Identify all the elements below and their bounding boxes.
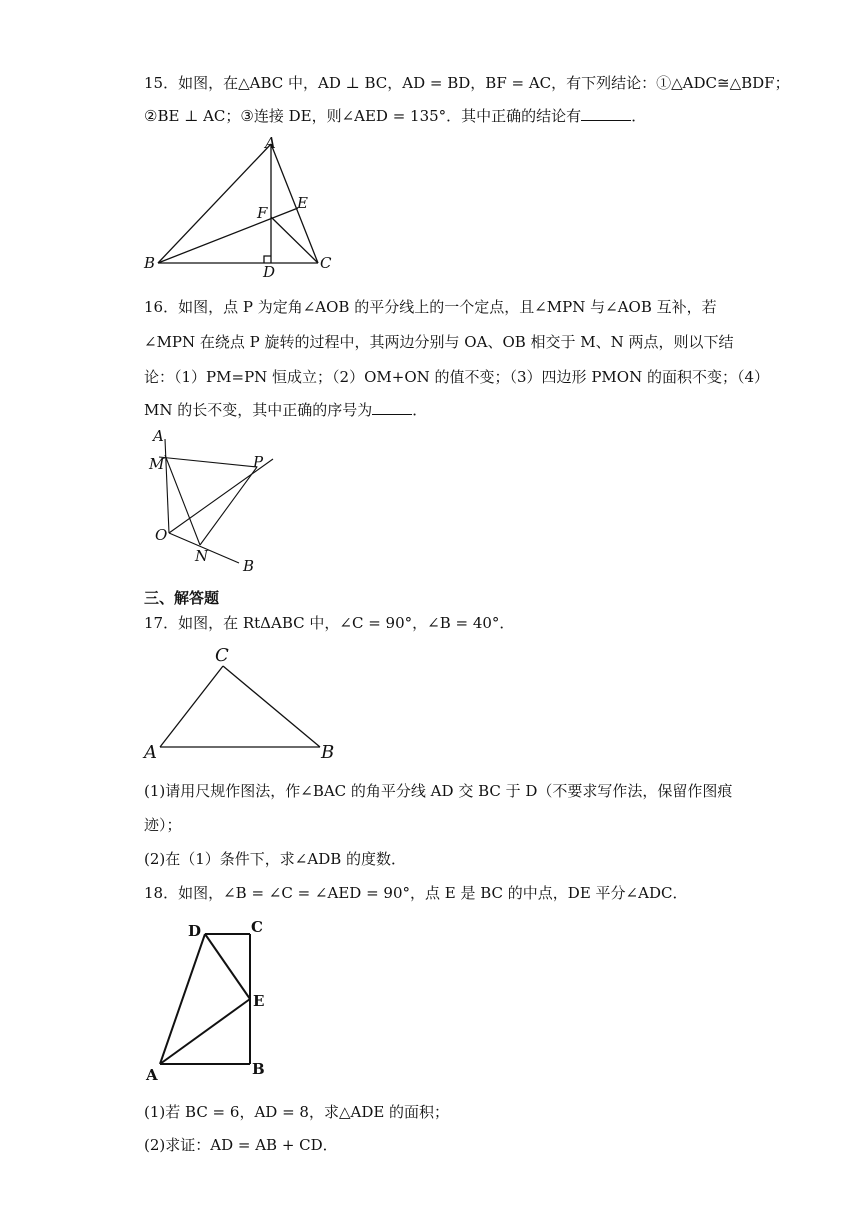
q15-label-f: F <box>257 204 268 222</box>
q17-line1: 17．如图，在 RtΔABC 中，∠C = 90°，∠B = 40°． <box>144 614 515 632</box>
q15-answer-blank <box>581 106 631 121</box>
q16-label-n: N <box>195 547 209 565</box>
q17-label-b: B <box>321 742 335 763</box>
q18-sub1: (1)若 BC = 6，AD = 8，求△ADE 的面积； <box>144 1103 450 1121</box>
q18-figure <box>143 912 283 1082</box>
section-heading: 三、解答题 <box>144 589 220 607</box>
q15-figure <box>140 136 340 281</box>
q16-line1: 16．如图，点 P 为定角∠AOB 的平分线上的一个定点，且∠MPN 与∠AOB 互补，若 <box>144 298 717 316</box>
q15-line1: 15．如图，在△ABC 中，AD ⊥ BC，AD = BD，BF = AC，有下列结论：①△ADC≅△BDF； <box>144 74 790 92</box>
q15-label-b: B <box>144 254 156 272</box>
q18-sub2: (2)求证：AD = AB + CD． <box>144 1136 338 1154</box>
q15-line2-text: ②BE ⊥ AC；③连接 DE，则∠AED = 135°．其中正确的结论有 <box>144 107 582 125</box>
q15-line2-end: ． <box>631 107 647 125</box>
q16-label-m: M <box>149 455 165 473</box>
q16-label-b: B <box>243 557 255 575</box>
q16-line3: 论：（1）PM=PN 恒成立；（2）OM+ON 的值不变；（3）四边形 PMON 的面积不变；（4） <box>144 368 770 386</box>
q16-line4-text: MN 的长不变，其中正确的序号为 <box>144 401 373 419</box>
q18-label-d: D <box>188 922 202 940</box>
q15-label-c: C <box>320 254 332 272</box>
q17-sub2: (2)在（1）条件下，求∠ADB 的度数． <box>144 850 407 868</box>
q15-label-e: E <box>297 194 308 212</box>
q18-label-c: C <box>251 918 263 936</box>
q16-label-a: A <box>153 427 164 445</box>
q18-label-a: A <box>146 1066 158 1084</box>
q17-figure <box>140 642 340 762</box>
q16-line4-end: ． <box>412 401 428 419</box>
q16-label-p: P <box>253 453 264 471</box>
q16-line4 <box>144 399 427 421</box>
q17-label-a: A <box>144 742 157 763</box>
q18-line1: 18．如图，∠B = ∠C = ∠AED = 90°，点 E 是 BC 的中点，DE 平分∠ADC． <box>144 884 688 902</box>
q18-label-b: B <box>252 1060 265 1078</box>
q16-label-o: O <box>155 526 168 544</box>
q16-line2: ∠MPN 在绕点 P 旋转的过程中，其两边分别与 OA、OB 相交于 M、N 两点，则以下结 <box>144 333 734 351</box>
q17-sub1b: 迹）； <box>144 816 182 834</box>
q17-label-c: C <box>215 645 229 666</box>
q16-answer-blank <box>372 400 412 415</box>
q15-line2 <box>144 105 646 127</box>
q17-sub1a: (1)请用尺规作图法，作∠BAC 的角平分线 AD 交 BC 于 D（不要求写作法，保留作图痕 <box>144 782 733 800</box>
q15-label-a: A <box>265 134 276 152</box>
q15-label-d: D <box>263 263 276 281</box>
q16-figure <box>145 425 295 575</box>
q18-label-e: E <box>253 992 265 1010</box>
